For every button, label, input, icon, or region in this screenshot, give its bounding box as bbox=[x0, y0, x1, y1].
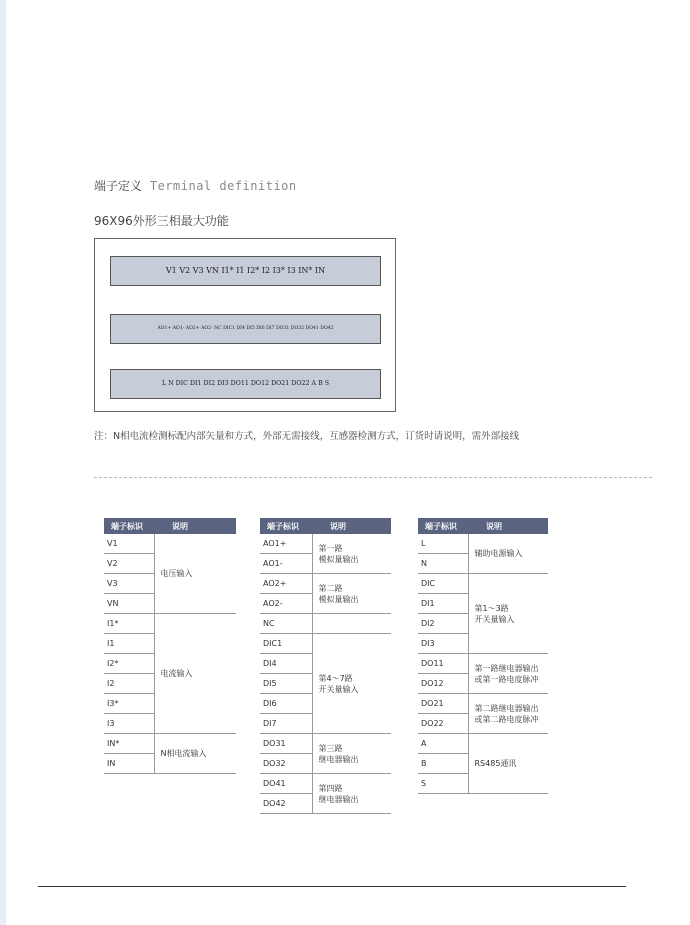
table-row bbox=[418, 734, 548, 754]
terminal-key: V2 bbox=[104, 554, 154, 574]
desc-line: 或第二路电度脉冲 bbox=[474, 714, 539, 724]
wiring-note: 注：N相电流检测标配内部矢量和方式，外部无需接线，互感器检测方式，订货时请说明，需外部接线 bbox=[94, 431, 520, 442]
terminal-key: DO11 bbox=[418, 654, 468, 674]
terminal-strip-middle: AO1+ AO1- AO2+ AO2- NC DIC1 DI4 DI5 DI6 DI7 DO31 DO32 DO41 DO42 bbox=[110, 314, 381, 344]
terminal-desc bbox=[468, 654, 548, 694]
footer-rule bbox=[38, 886, 626, 887]
terminal-desc bbox=[312, 574, 391, 614]
terminal-key: AO2- bbox=[260, 594, 312, 614]
table-row bbox=[418, 654, 548, 674]
terminal-key: AO2+ bbox=[260, 574, 312, 594]
terminal-key: DI1 bbox=[418, 594, 468, 614]
terminal-key: V1 bbox=[104, 534, 154, 554]
terminal-key: DI2 bbox=[418, 614, 468, 634]
terminal-key: VN bbox=[104, 594, 154, 614]
terminal-key: DI4 bbox=[260, 654, 312, 674]
terminal-desc bbox=[312, 634, 391, 734]
header-description: 说明 bbox=[154, 518, 236, 534]
terminal-key: I3 bbox=[104, 714, 154, 734]
terminal-key: I2* bbox=[104, 654, 154, 674]
terminal-key: DIC bbox=[418, 574, 468, 594]
desc-line: 继电器输出 bbox=[318, 754, 359, 764]
terminal-desc bbox=[312, 614, 391, 634]
table-row bbox=[260, 774, 391, 794]
desc-line: 第一路继电器输出 bbox=[474, 663, 539, 673]
table-header bbox=[104, 518, 236, 534]
desc-line: 第1～3路 bbox=[474, 603, 509, 613]
terminal-desc bbox=[468, 734, 548, 794]
desc-line: 第二路 bbox=[318, 583, 343, 593]
terminal-key: DI3 bbox=[418, 634, 468, 654]
terminal-desc bbox=[312, 534, 391, 574]
header-terminal: 端子标识 bbox=[260, 518, 312, 534]
terminal-key: N bbox=[418, 554, 468, 574]
terminal-table-1 bbox=[104, 518, 236, 774]
terminal-key: I3* bbox=[104, 694, 154, 714]
page-subtitle: 96X96外形三相最大功能 bbox=[94, 214, 229, 228]
desc-line: 模拟量输出 bbox=[318, 594, 359, 604]
terminal-desc bbox=[312, 774, 391, 814]
terminal-key: DO32 bbox=[260, 754, 312, 774]
table-row bbox=[418, 574, 548, 594]
section-heading bbox=[94, 177, 297, 194]
terminal-desc bbox=[468, 694, 548, 734]
table-row bbox=[260, 634, 391, 654]
table-row bbox=[260, 614, 391, 634]
desc-line: 第三路 bbox=[318, 743, 343, 753]
terminal-key: DIC1 bbox=[260, 634, 312, 654]
heading-en: Terminal definition bbox=[149, 179, 297, 193]
terminal-key: I2 bbox=[104, 674, 154, 694]
desc-line: 第4～7路 bbox=[318, 673, 353, 683]
desc-line: 或第一路电度脉冲 bbox=[474, 674, 539, 684]
terminal-key: I1 bbox=[104, 634, 154, 654]
terminal-desc bbox=[468, 534, 548, 574]
terminal-key: AO1- bbox=[260, 554, 312, 574]
terminal-key: L bbox=[418, 534, 468, 554]
terminal-key: DI5 bbox=[260, 674, 312, 694]
table-row bbox=[260, 734, 391, 754]
terminal-key: A bbox=[418, 734, 468, 754]
heading-cn: 端子定义 bbox=[94, 179, 143, 193]
terminal-key: DO42 bbox=[260, 794, 312, 814]
terminal-key: AO1+ bbox=[260, 534, 312, 554]
table-row bbox=[104, 614, 236, 634]
desc-line: 继电器输出 bbox=[318, 794, 359, 804]
terminal-key: I1* bbox=[104, 614, 154, 634]
terminal-key: DO31 bbox=[260, 734, 312, 754]
desc-line: 第二路继电器输出 bbox=[474, 703, 539, 713]
table-row bbox=[104, 534, 236, 554]
terminal-desc bbox=[468, 574, 548, 654]
terminal-key: V3 bbox=[104, 574, 154, 594]
terminal-desc: N相电流输入 bbox=[154, 734, 236, 774]
terminal-strip-top: V1 V2 V3 VN I1* I1 I2* I2 I3* I3 IN* IN bbox=[110, 256, 381, 286]
terminal-table-2 bbox=[260, 518, 391, 814]
header-description: 说明 bbox=[468, 518, 548, 534]
terminal-key: DO21 bbox=[418, 694, 468, 714]
terminal-diagram bbox=[94, 238, 396, 412]
table-row bbox=[260, 574, 391, 594]
terminal-table-3 bbox=[418, 518, 548, 794]
terminal-desc: 电流输入 bbox=[154, 614, 236, 734]
terminal-key: NC bbox=[260, 614, 312, 634]
terminal-key: IN bbox=[104, 754, 154, 774]
table-header bbox=[260, 518, 391, 534]
table-row bbox=[260, 534, 391, 554]
table-row bbox=[104, 734, 236, 754]
header-terminal: 端子标识 bbox=[104, 518, 154, 534]
terminal-key: DI7 bbox=[260, 714, 312, 734]
terminal-key: DO41 bbox=[260, 774, 312, 794]
desc-line: 辅助电源输入 bbox=[474, 549, 523, 558]
desc-line: 模拟量输出 bbox=[318, 554, 359, 564]
terminal-key: B bbox=[418, 754, 468, 774]
side-strip bbox=[0, 0, 6, 925]
terminal-strip-bottom: L N DIC DI1 DI2 DI3 DO11 DO12 DO21 DO22 A B S bbox=[110, 369, 381, 399]
desc-line: RS485通讯 bbox=[474, 759, 517, 768]
terminal-key: DI6 bbox=[260, 694, 312, 714]
terminal-key: IN* bbox=[104, 734, 154, 754]
header-terminal: 端子标识 bbox=[418, 518, 468, 534]
header-description: 说明 bbox=[312, 518, 391, 534]
terminal-desc: 电压输入 bbox=[154, 534, 236, 614]
desc-line: 第四路 bbox=[318, 783, 343, 793]
desc-line: 第一路 bbox=[318, 543, 343, 553]
desc-line: 开关量输入 bbox=[474, 614, 515, 624]
terminal-key: DO12 bbox=[418, 674, 468, 694]
terminal-key: S bbox=[418, 774, 468, 794]
desc-line: 开关量输入 bbox=[318, 684, 359, 694]
dashed-divider bbox=[94, 477, 652, 478]
terminal-desc bbox=[312, 734, 391, 774]
table-row bbox=[418, 534, 548, 554]
terminal-key: DO22 bbox=[418, 714, 468, 734]
table-row bbox=[418, 694, 548, 714]
table-header bbox=[418, 518, 548, 534]
